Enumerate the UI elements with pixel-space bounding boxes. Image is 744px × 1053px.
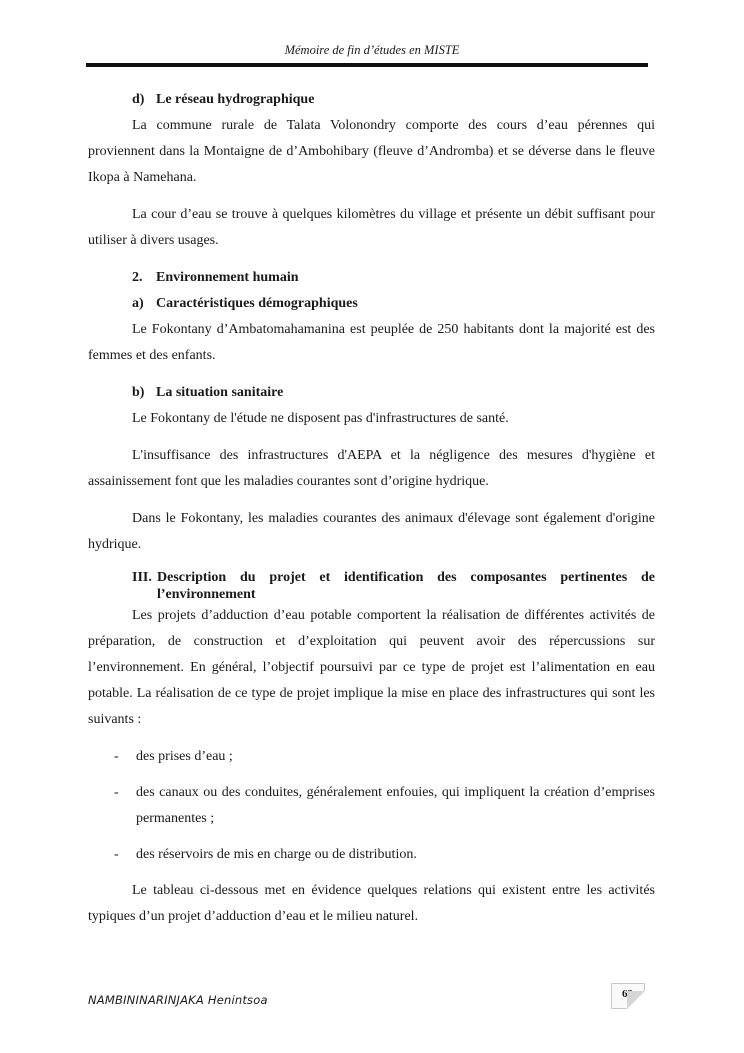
running-header: Mémoire de fin d’études en MISTE [284,43,460,57]
paragraph: Le Fokontany de l'étude ne disposent pas d'infrastructures de santé. [132,411,509,426]
page-curl-icon [627,991,645,1009]
heading-text: Caractéristiques démographiques [156,296,358,311]
paragraph: Dans le Fokontany, les maladies courantes des animaux d'élevage sont également d'origine hydrique. [88,511,655,552]
heading-text: Environnement humain [156,270,299,285]
footer-author: NAMBININARINJAKA Henintsoa [88,993,268,1007]
heading-text: Description du projet et identification des composantes pertinentes de l’environnement [157,570,655,602]
heading-description-projet [132,569,655,603]
paragraph: Les projets d’adduction d’eau potable comportent la réalisation de différentes activités de préparation, de construction et d’exploitation qui peuvent avoir des répercussions sur l’environnement. En général, l’objectif poursuivi par ce type de projet est l’alimentation en eau potable. La réalisation de ce type de projet implique la mise en place des infrastructures qui sont les suivants : [88,608,655,727]
paragraph: Le tableau ci-dessous met en évidence quelques relations qui existent entre les activités typiques d’un projet d’adduction d’eau et le milieu naturel. [88,883,655,924]
list-item-text: des prises d’eau ; [136,749,233,764]
list-item-text: des réservoirs de mis en charge ou de distribution. [136,847,417,862]
heading-environnement-humain [132,265,655,291]
page-number: 63 [622,988,633,1000]
paragraph: Le Fokontany d’Ambatomahamanina est peuplée de 250 habitants dont la majorité est des femmes et des enfants. [88,322,655,363]
list-item [88,842,655,868]
list-item [88,744,655,770]
paragraph: La commune rurale de Talata Volonondry comporte des cours d’eau pérennes qui proviennent dans la Montaigne de d’Ambohibary (fleuve d’Andromba) et se déverse dans le fleuve Ikopa à Namehana. [88,118,655,185]
page-number-box [611,983,645,1009]
heading-label: d) [132,92,145,107]
heading-caracteristiques-demographiques [132,291,655,317]
heading-text: La situation sanitaire [156,385,284,400]
heading-label: b) [132,385,145,400]
heading-label: III. [132,570,152,585]
list-dash: - [114,749,119,764]
list-item-text: des canaux ou des conduites, généralement enfouies, qui impliquent la création d’emprises permanentes ; [136,785,655,826]
paragraph: L'insuffisance des infrastructures d'AEPA et la négligence des mesures d'hygiène et assainissement font que les maladies courantes sont d’origine hydrique. [88,448,655,489]
list-dash: - [114,847,119,862]
page-content [88,87,655,930]
heading-situation-sanitaire [132,380,655,406]
list-item [88,780,655,832]
paragraph: La cour d’eau se trouve à quelques kilomètres du village et présente un débit suffisant pour utiliser à divers usages. [88,207,655,248]
heading-label: a) [132,296,144,311]
heading-reseau-hydrographique [132,87,655,113]
list-dash: - [114,785,119,800]
heading-text: Le réseau hydrographique [156,92,315,107]
heading-label: 2. [132,270,143,285]
header-rule [86,63,648,67]
